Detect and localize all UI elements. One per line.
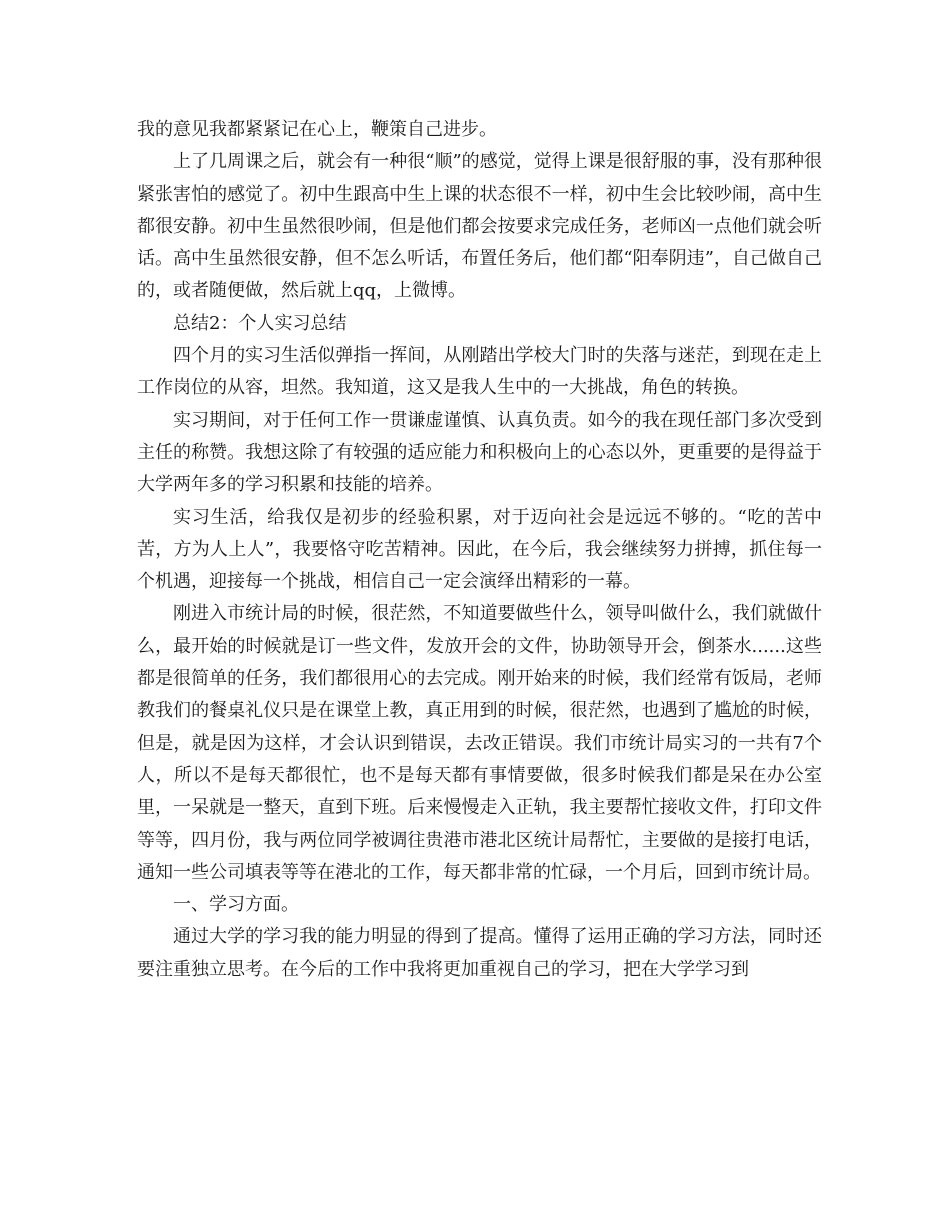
section-heading-study: 一、学习方面。 (173, 894, 299, 916)
paragraph-3: 四个月的实习生活似弹指一挥间，从刚踏出学校大门时的失落与迷茫，到现在走上工作岗位的从容，坦然。我知道，这又是我人生中的一大挑战，角色的转换。 (137, 345, 822, 399)
paragraph-5: 实习生活，给我仅是初步的经验积累，对于迈向社会是远远不够的。“吃的苦中苦，方为人上人”，我要恪守吃苦精神。因此，在今后，我会继续努力拼搏，抓住每一个机遇，迎接每一个挑战，相信自己一定会演绎出精彩的一幕。 (137, 506, 822, 593)
paragraph-7: 通过大学的学习我的能力明显的得到了提高。懂得了运用正确的学习方法，同时还要注重独立思考。在今后的工作中我将更加重视自己的学习，把在大学学习到 (137, 926, 822, 980)
paragraph-6: 刚进入市统计局的时候，很茫然，不知道要做些什么，领导叫做什么，我们就做什么，最开始的时候就是订一些文件，发放开会的文件，协助领导开会，倒茶水......这些都是很简单的任务，我们都很用心的去完成。刚开始来的时候，我们经常有饭局，老师教我们的餐桌礼仪只是在课堂上教，真正用到的时候，很茫然，也遇到了尴尬的时候，但是，就是因为这样，才会认识到错误，去改正错误。我们市统计局实习的一共有7个人，所以不是每天都很忙，也不是每天都有事情要做，很多时候我们都是呆在办公室里，一呆就是一整天，直到下班。后来慢慢走入正轨，我主要帮忙接收文件，打印文件等等，四月份，我与两位同学被调往贵港市港北区统计局帮忙，主要做的是接打电话，通知一些公司填表等等在港北的工作，每天都非常的忙碌，一个月后，回到市统计局。 (137, 603, 822, 883)
paragraph-2: 上了几周课之后，就会有一种很“顺”的感觉，觉得上课是很舒服的事，没有那种很紧张害怕的感觉了。初中生跟高中生上课的状态很不一样，初中生会比较吵闹，高中生都很安静。初中生虽然很吵闹，但是他们都会按要求完成任务，老师凶一点他们就会听话。高中生虽然很安静，但不怎么听话，布置任务后，他们都“阳奉阴违”，自己做自己的，或者随便做，然后就上qq，上微博。 (137, 151, 822, 302)
section-heading-summary-2: 总结2：个人实习总结 (173, 312, 347, 334)
paragraph-1: 我的意见我都紧紧记在心上，鞭策自己进步。 (137, 119, 497, 140)
document-body (137, 114, 822, 986)
paragraph-4: 实习期间，对于任何工作一贯谦虚谨慎、认真负责。如今的我在现任部门多次受到主任的称赞。我想这除了有较强的适应能力和积极向上的心态以外，更重要的是得益于大学两年多的学习积累和技能的培养。 (137, 409, 822, 496)
